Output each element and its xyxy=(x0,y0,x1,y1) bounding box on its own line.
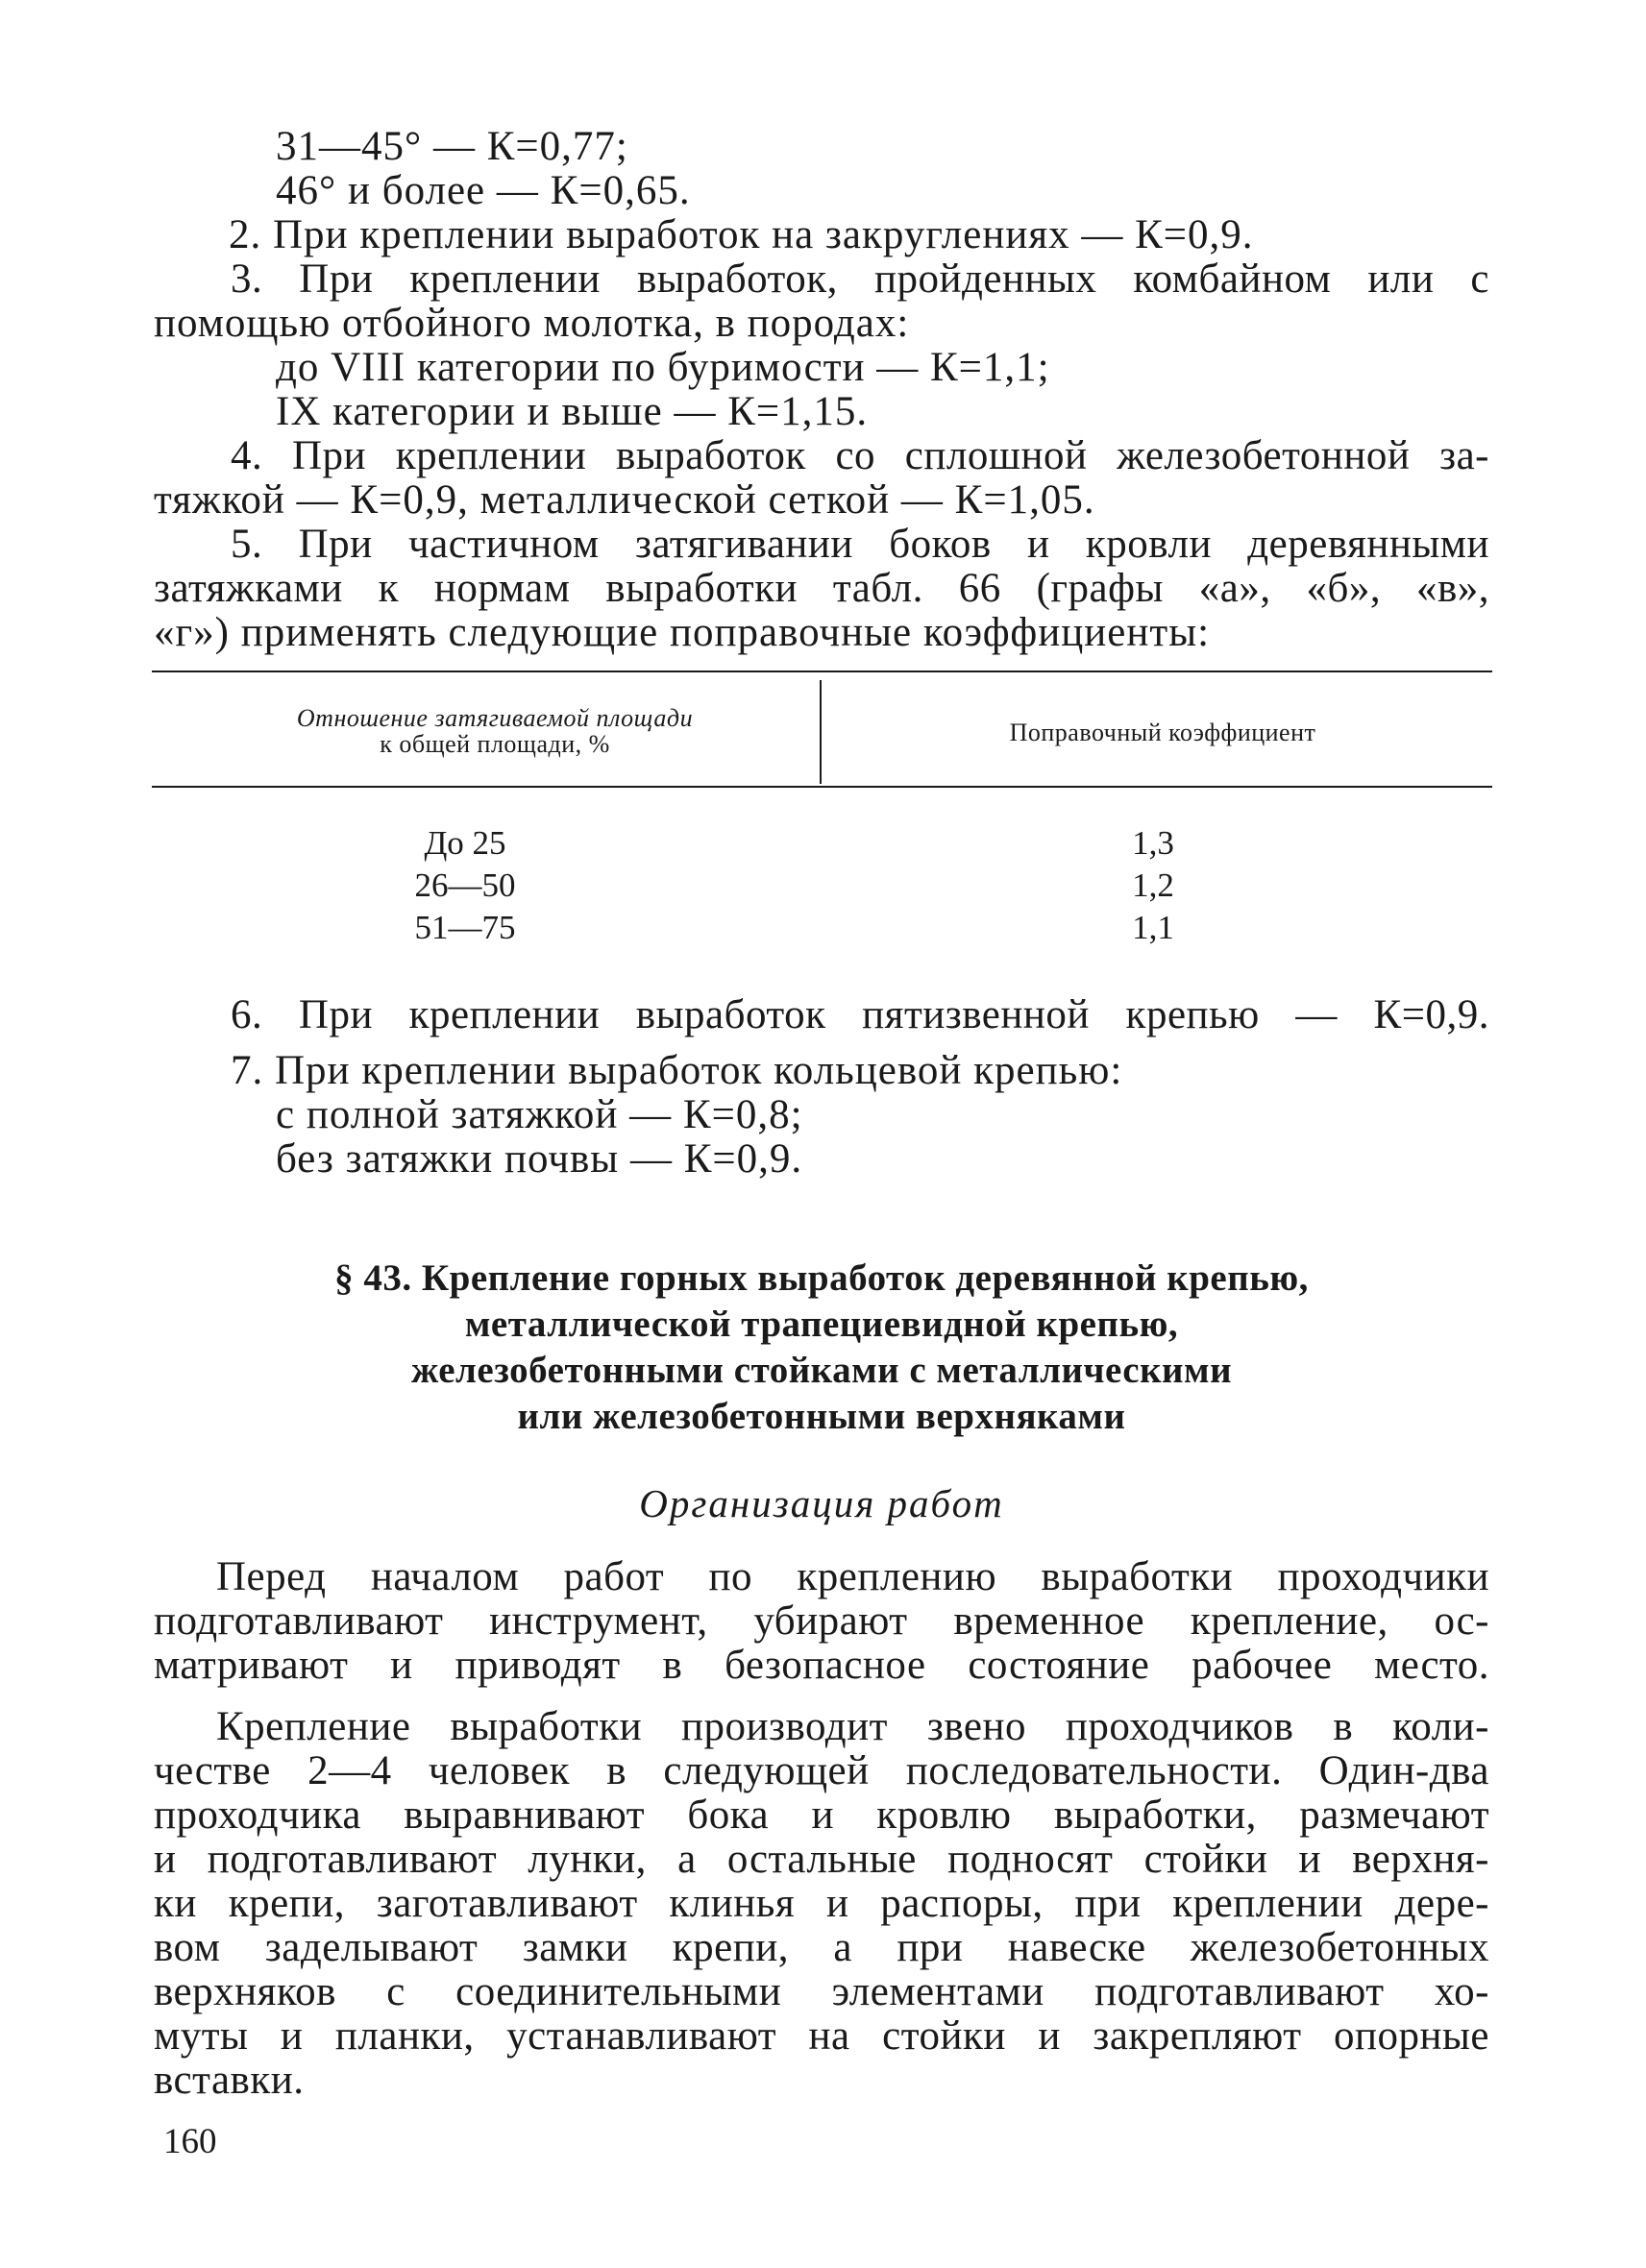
paragraph-line: верхняков с соединительными элементами подготавливают хо- xyxy=(154,1969,1489,2014)
table-cell-range: 51—75 xyxy=(414,909,516,946)
text-line: до VIII категории по буримости — К=1,1; xyxy=(276,345,1050,390)
paragraph-line: вставки. xyxy=(154,2058,305,2103)
text-line: 46° и более — К=0,65. xyxy=(276,168,691,213)
table-column-divider xyxy=(820,680,822,784)
page-number: 160 xyxy=(163,2122,217,2161)
text-line: помощью отбойного молотка, в породах: xyxy=(154,301,910,346)
section-heading-line: металлической трапециевидной крепью, xyxy=(464,1304,1179,1345)
paragraph-line: честве 2—4 человек в следующей последовательности. Один-два xyxy=(154,1748,1489,1793)
paragraph-line: Крепление выработки производит звено проходчиков в коли- xyxy=(216,1704,1489,1749)
paragraph-line: матривают и приводят в безопасное состояние рабочее место. xyxy=(154,1643,1489,1688)
text-line: 3. При креплении выработок, пройденных комбайном или с xyxy=(231,256,1489,302)
text-line: IX категории и выше — К=1,15. xyxy=(276,389,869,434)
paragraph-line: подготавливают инструмент, убирают временное крепление, ос- xyxy=(154,1598,1489,1644)
text-line: «г») применять следующие поправочные коэффициенты: xyxy=(154,610,1211,655)
text-line: 6. При креплении выработок пятизвенной крепью — К=0,9. xyxy=(231,992,1489,1037)
table-cell-coef: 1,2 xyxy=(1132,866,1174,904)
text-line: 5. При частичном затягивании боков и кровли деревянными xyxy=(231,522,1489,567)
paragraph-line: муты и планки, устанавливают на стойки и закрепляют опорные xyxy=(154,2013,1489,2059)
paragraph-line: Перед началом работ по креплению выработки проходчики xyxy=(216,1554,1489,1599)
section-heading-line: железобетонными стойками с металлическими xyxy=(410,1350,1233,1391)
subheading: Организация работ xyxy=(639,1481,1004,1525)
text-line: затяжками к нормам выработки табл. 66 (графы «а», «б», «в», xyxy=(154,566,1489,611)
section-heading-line: или железобетонными верхняками xyxy=(517,1396,1126,1437)
table-cell-range: До 25 xyxy=(424,824,506,862)
text-line: 2. При креплении выработок на закруглениях — К=0,9. xyxy=(229,212,1254,257)
section-heading-line: § 43. Крепление горных выработок деревянной крепью, xyxy=(334,1257,1309,1299)
table-top-rule xyxy=(152,671,1492,672)
text-line: 4. При креплении выработок со сплошной железобетонной за- xyxy=(231,433,1489,478)
table-header-col1-line1: Отношение затягиваемой площади xyxy=(296,704,694,732)
text-line: тяжкой — К=0,9, металлической сеткой — К=1,05. xyxy=(154,477,1095,523)
paragraph-line: ки крепи, заготавливают клинья и распоры, при креплении дере- xyxy=(154,1881,1489,1926)
table-header-rule xyxy=(152,786,1492,788)
table-header-col2: Поправочный коэффициент xyxy=(1009,719,1316,746)
paragraph-line: и подготавливают лунки, а остальные подносят стойки и верхня- xyxy=(154,1837,1489,1882)
table-cell-coef: 1,1 xyxy=(1132,909,1174,946)
text-line: 7. При креплении выработок кольцевой крепью: xyxy=(231,1048,1123,1093)
paragraph-line: проходчика выравнивают бока и кровлю выработки, размечают xyxy=(154,1792,1489,1838)
table-cell-range: 26—50 xyxy=(414,866,516,904)
text-line: с полной затяжкой — К=0,8; xyxy=(276,1092,803,1137)
table-cell-coef: 1,3 xyxy=(1132,824,1174,862)
text-line: без затяжки почвы — К=0,9. xyxy=(276,1136,803,1182)
text-line: 31—45° — К=0,77; xyxy=(276,124,628,169)
table-header-col1-line2: к общей площади, % xyxy=(380,730,610,758)
paragraph-line: вом заделывают замки крепи, а при навеске железобетонных xyxy=(154,1925,1489,1970)
